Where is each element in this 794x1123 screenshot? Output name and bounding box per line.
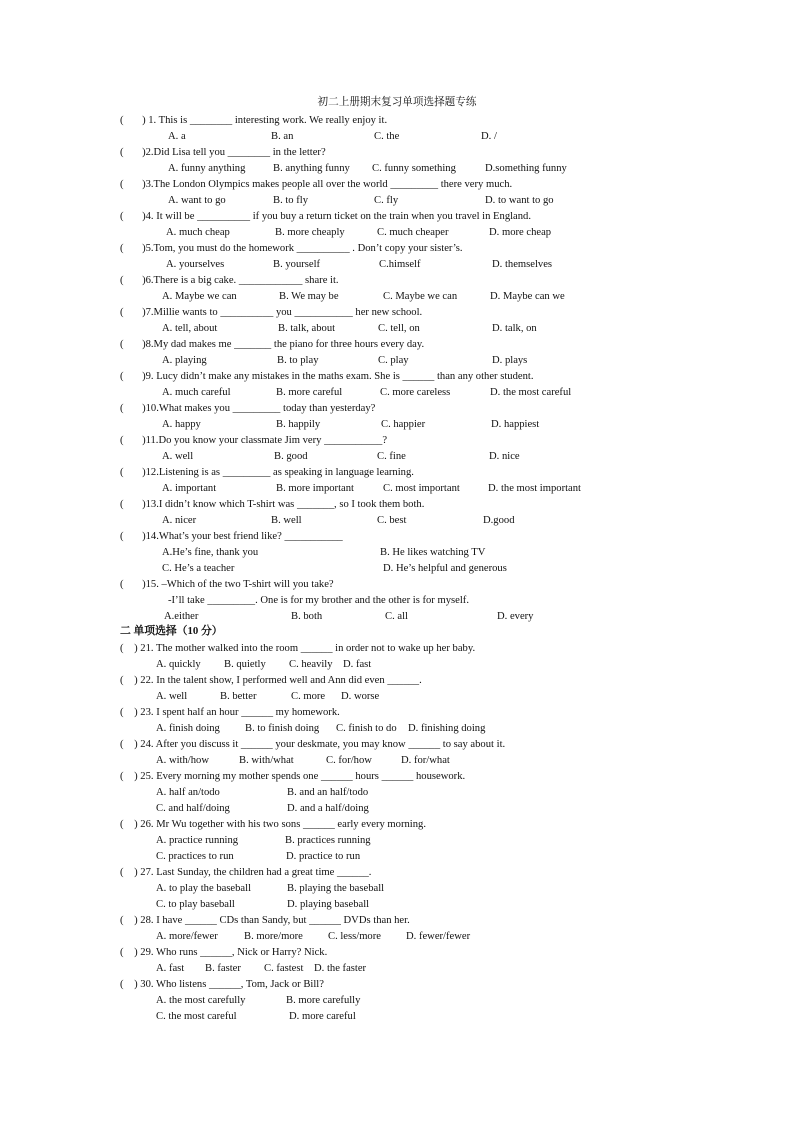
answer-option: B. to play xyxy=(277,355,319,366)
answer-option: B. We may be xyxy=(279,291,339,302)
question-stem: ( ) 22. In the talent show, I performed well and Ann did even ______. xyxy=(120,675,422,686)
answer-option: B. more careful xyxy=(276,387,343,398)
answer-option: D. themselves xyxy=(492,259,553,270)
answer-option: C. finish to do xyxy=(336,723,397,734)
answer-option: A. Maybe we can xyxy=(162,291,237,302)
answer-option: D. for/what xyxy=(401,755,450,766)
answer-option: B. good xyxy=(274,451,308,462)
question-stem: ( ) 21. The mother walked into the room ______ in order not to wake up her baby. xyxy=(120,643,476,654)
question-stem: ( )14.What’s your best friend like? ___________ xyxy=(120,531,343,542)
answer-option: B. talk, about xyxy=(278,323,336,334)
answer-option: D. nice xyxy=(489,451,520,462)
answer-option: A. much cheap xyxy=(166,227,230,238)
answer-option: B. playing the baseball xyxy=(287,883,385,894)
answer-option: D. fast xyxy=(343,659,372,670)
answer-option: B. well xyxy=(271,515,302,526)
answer-option: B. quietly xyxy=(224,659,266,670)
question-stem: ( )4. It will be __________ if you buy a return ticket on the train when you travel in England. xyxy=(120,211,532,222)
answer-option: D. plays xyxy=(492,355,528,366)
answer-option: C. funny something xyxy=(372,163,456,174)
answer-option: C. much cheaper xyxy=(377,227,449,238)
answer-option: D.good xyxy=(483,515,515,526)
answer-option: B. to fly xyxy=(273,195,309,206)
answer-option: C. best xyxy=(377,515,407,526)
answer-option: D. the faster xyxy=(314,963,367,974)
answer-option: D. more cheap xyxy=(489,227,552,238)
answer-option: A. with/how xyxy=(156,755,209,766)
answer-option: C. the xyxy=(374,131,400,142)
question-stem: ( ) 27. Last Sunday, the children had a great time ______. xyxy=(120,867,372,878)
answer-option: B. an xyxy=(271,131,294,142)
answer-option: A. more/fewer xyxy=(156,931,218,942)
answer-option: D. the most important xyxy=(488,483,581,494)
answer-option: B. more important xyxy=(276,483,354,494)
answer-option: B. anything funny xyxy=(273,163,350,174)
answer-option: D. worse xyxy=(341,691,380,702)
question-stem: ( ) 1. This is ________ interesting work. We really enjoy it. xyxy=(120,115,388,126)
answer-option: B. both xyxy=(291,611,323,622)
answer-option: C. all xyxy=(385,611,408,622)
question-stem: ( )3.The London Olympics makes people all over the world _________ there very much. xyxy=(120,179,513,190)
answer-option: A. tell, about xyxy=(162,323,218,334)
answer-option: A. nicer xyxy=(162,515,197,526)
question-stem: ( ) 30. Who listens ______, Tom, Jack or Bill? xyxy=(120,979,324,990)
answer-option: A. to play the baseball xyxy=(156,883,252,894)
question-stem: ( )2.Did Lisa tell you ________ in the letter? xyxy=(120,147,326,158)
question-stem: ( ) 28. I have ______ CDs than Sandy, but ______ DVDs than her. xyxy=(120,915,410,926)
answer-option: A. happy xyxy=(162,419,201,430)
question-stem: ( ) 25. Every morning my mother spends one ______ hours ______ housework. xyxy=(120,771,466,782)
question-stem: ( )9. Lucy didn’t make any mistakes in the maths exam. She is ______ than any other student. xyxy=(120,371,534,382)
answer-option: D. and a half/doing xyxy=(287,803,369,814)
answer-option: A. quickly xyxy=(156,659,201,670)
question-stem: ( ) 29. Who runs ______, Nick or Harry? Nick. xyxy=(120,947,328,958)
answer-option: B. more carefully xyxy=(286,995,361,1006)
answer-option: A. important xyxy=(162,483,217,494)
question-stem: ( )13.I didn’t know which T-shirt was _______, so I took them both. xyxy=(120,499,425,510)
page-title: 初二上册期末复习单项选择题专练 xyxy=(317,97,477,108)
answer-option: D. Maybe can we xyxy=(490,291,565,302)
answer-option: B. more cheaply xyxy=(275,227,345,238)
answer-option: B. practices running xyxy=(285,835,371,846)
answer-option: D. more careful xyxy=(289,1011,356,1022)
answer-option: A. funny anything xyxy=(168,163,246,174)
answer-option: B. happily xyxy=(276,419,321,430)
answer-option: B. with/what xyxy=(239,755,294,766)
answer-option: D. talk, on xyxy=(492,323,537,334)
answer-option: B. He likes watching TV xyxy=(380,547,486,558)
answer-option: A. yourselves xyxy=(166,259,225,270)
section-heading: 二 单项选择（10 分） xyxy=(120,625,223,637)
answer-option: D. to want to go xyxy=(485,195,554,206)
question-stem: ( ) 23. I spent half an hour ______ my homework. xyxy=(120,707,340,718)
answer-option: A. well xyxy=(156,691,188,702)
answer-option: C. practices to run xyxy=(156,851,234,862)
answer-option: C. He’s a teacher xyxy=(162,563,235,574)
answer-option: A. a xyxy=(168,131,186,142)
answer-option: D. practice to run xyxy=(286,851,361,862)
question-stem: ( )11.Do you know your classmate Jim very ___________? xyxy=(120,435,388,446)
question-stem: ( )12.Listening is as _________ as speaking in language learning. xyxy=(120,467,414,478)
answer-option: D. / xyxy=(481,131,497,142)
answer-option: C. fastest xyxy=(264,963,304,974)
answer-option: D. He’s helpful and generous xyxy=(383,563,507,574)
answer-option: A. much careful xyxy=(162,387,231,398)
answer-option: B. better xyxy=(220,691,257,702)
answer-option: C. tell, on xyxy=(378,323,420,334)
answer-option: A. fast xyxy=(156,963,185,974)
answer-option: C. more xyxy=(291,691,326,702)
answer-option: B. faster xyxy=(205,963,241,974)
answer-option: D. fewer/fewer xyxy=(406,931,471,942)
answer-option: C. for/how xyxy=(326,755,372,766)
answer-option: B. and an half/todo xyxy=(287,787,369,798)
answer-option: A. the most carefully xyxy=(156,995,246,1006)
answer-option: C. fly xyxy=(374,195,399,206)
answer-option: D. playing baseball xyxy=(287,899,370,910)
question-stem: ( ) 26. Mr Wu together with his two sons ______ early every morning. xyxy=(120,819,426,830)
answer-option: A.He’s fine, thank you xyxy=(162,547,259,558)
answer-option: B. yourself xyxy=(273,259,321,270)
question-stem: ( )8.My dad makes me _______ the piano for three hours every day. xyxy=(120,339,425,350)
answer-option: D. every xyxy=(497,611,534,622)
question-stem: ( )6.There is a big cake. ____________ share it. xyxy=(120,275,339,286)
question-stem: ( )10.What makes you _________ today than yesterday? xyxy=(120,403,376,414)
question-stem: ( )15. –Which of the two T-shirt will you take? xyxy=(120,579,334,590)
answer-option: C. most important xyxy=(383,483,460,494)
answer-option: A. want to go xyxy=(168,195,226,206)
question-stem: ( )5.Tom, you must do the homework __________ . Don’t copy your sister’s. xyxy=(120,243,463,254)
answer-option: B. more/more xyxy=(244,931,303,942)
answer-option: C. to play baseball xyxy=(156,899,235,910)
question-stem: ( ) 24. After you discuss it ______ your deskmate, you may know ______ to say about it. xyxy=(120,739,506,750)
answer-option: C. happier xyxy=(381,419,426,430)
answer-option: C. and half/doing xyxy=(156,803,230,814)
answer-option: C. the most careful xyxy=(156,1011,237,1022)
answer-option: C. play xyxy=(378,355,409,366)
answer-option: B. to finish doing xyxy=(245,723,320,734)
answer-option: A. finish doing xyxy=(156,723,220,734)
answer-option: A. practice running xyxy=(156,835,239,846)
answer-option: D. finishing doing xyxy=(408,723,486,734)
answer-option: C.himself xyxy=(379,259,421,270)
answer-option: C. Maybe we can xyxy=(383,291,458,302)
answer-option: C. more careless xyxy=(380,387,451,398)
answer-option: D. the most careful xyxy=(490,387,572,398)
answer-option: C. fine xyxy=(377,451,406,462)
answer-option: D. happiest xyxy=(491,419,540,430)
answer-option: C. less/more xyxy=(328,931,381,942)
answer-option: A.either xyxy=(164,611,199,622)
answer-option: D.something funny xyxy=(485,163,567,174)
answer-option: C. heavily xyxy=(289,659,333,670)
question-stem-line2: -I’ll take _________. One is for my brother and the other is for myself. xyxy=(168,595,469,606)
question-stem: ( )7.Millie wants to __________ you ___________ her new school. xyxy=(120,307,423,318)
answer-option: A. half an/todo xyxy=(156,787,220,798)
answer-option: A. playing xyxy=(162,355,207,366)
answer-option: A. well xyxy=(162,451,194,462)
